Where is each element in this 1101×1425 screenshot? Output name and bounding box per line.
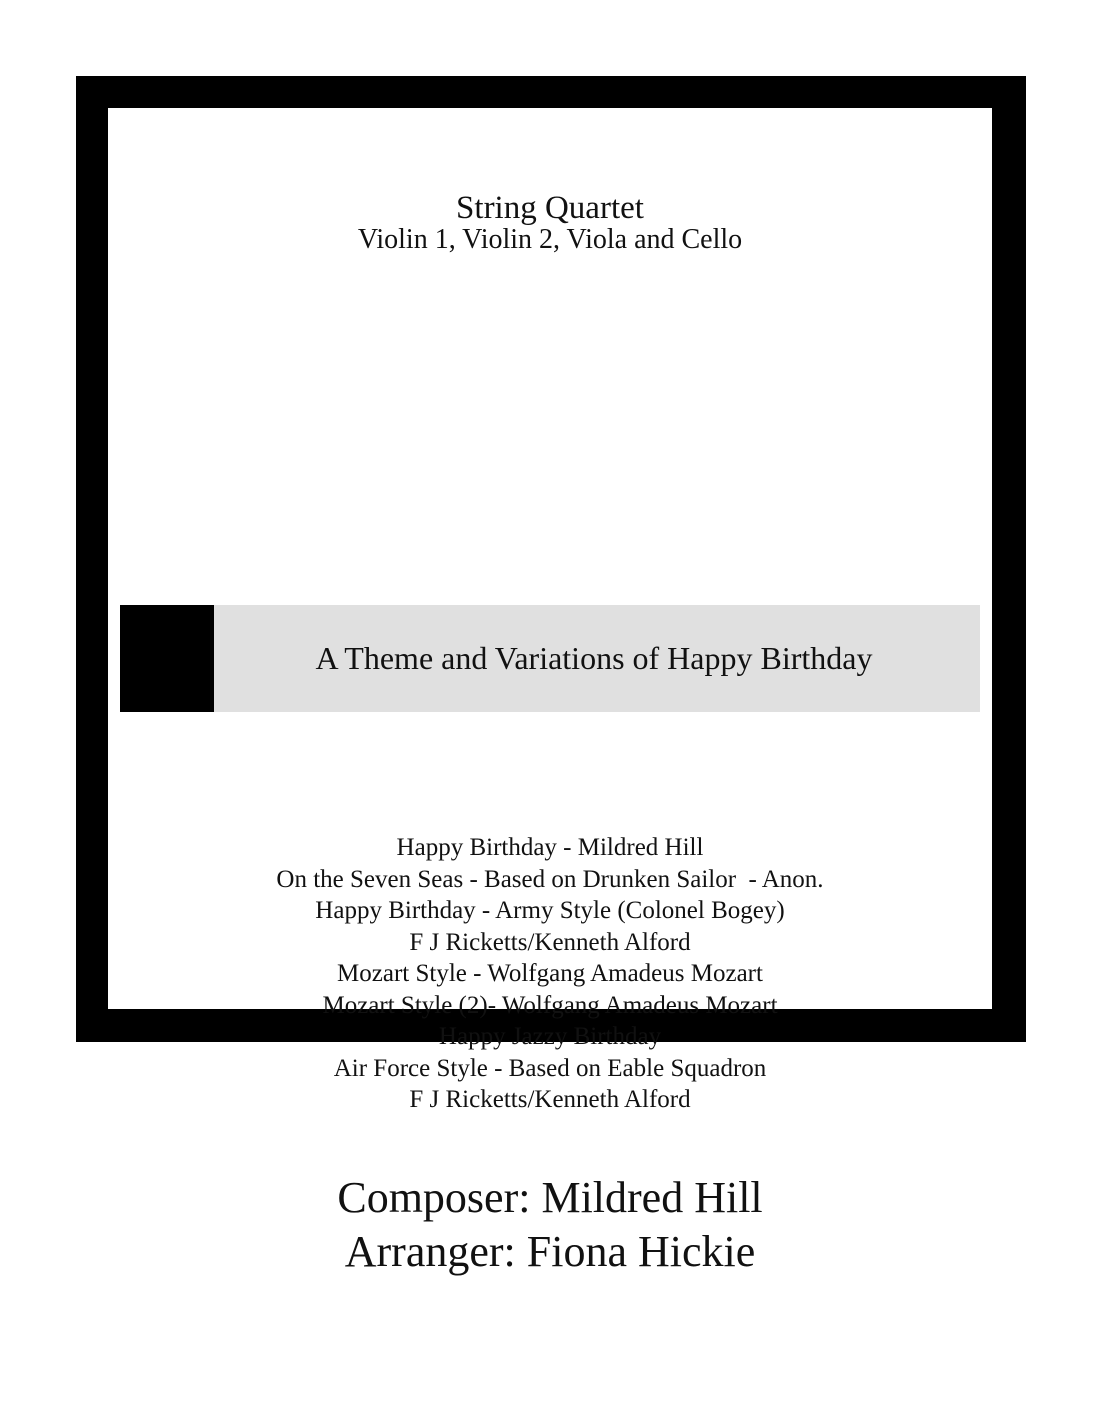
instrument-list: Violin 1, Violin 2, Viola and Cello — [357, 224, 743, 255]
contents-item: F J Ricketts/Kenneth Alford — [409, 928, 691, 956]
outer-frame — [76, 76, 1026, 1276]
arranger-credit: Arranger: Fiona Hickie — [344, 1227, 756, 1276]
contents-item: Happy Jazzy Birthday — [438, 1023, 662, 1050]
piece-title: A Theme and Variations of Happy Birthday — [315, 640, 873, 676]
contents-item: Happy Birthday - Mildred Hill — [396, 834, 704, 861]
title-band-block — [120, 605, 214, 712]
cover-page — [108, 108, 992, 1276]
credits — [108, 1171, 992, 1279]
composer-credit: Composer: Mildred Hill — [337, 1173, 763, 1222]
contents-item: Happy Birthday - Army Style (Colonel Bogey) — [315, 897, 785, 924]
title-band — [120, 605, 980, 712]
contents-item: Air Force Style - Based on Eable Squadron — [333, 1054, 767, 1082]
ensemble-title: String Quartet — [456, 190, 644, 226]
contents-item: Mozart Style (2)- Wolfgang Amadeus Mozart — [322, 991, 778, 1019]
contents-item: Mozart Style - Wolfgang Amadeus Mozart — [337, 960, 763, 987]
contents-list — [108, 832, 992, 1116]
contents-item: F J Ricketts/Kenneth Alford — [409, 1086, 691, 1113]
contents-item: On the Seven Seas - Based on Drunken Sailor - Anon. — [276, 865, 824, 893]
